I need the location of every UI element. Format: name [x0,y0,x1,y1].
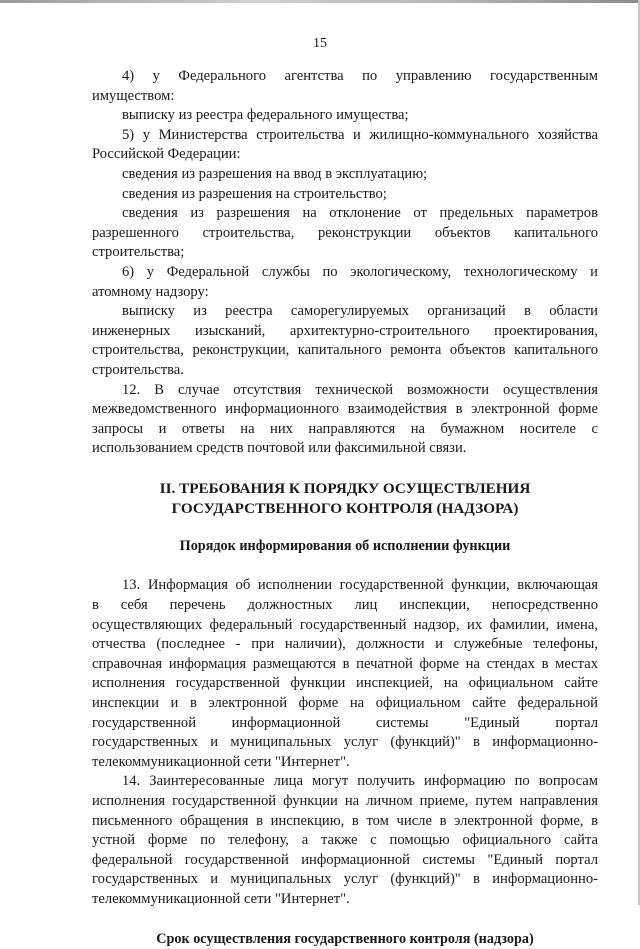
text-line: исполнения государственной функции на личном приеме, путем направления [92,793,598,809]
text-line: строительства. [92,361,184,378]
paragraph-6 [92,263,598,381]
text-line: государственных и муниципальных услуг (функций)" в информационно- [92,871,598,888]
subheading-informing: Порядок информирования об исполнении функции [179,537,511,554]
text-line: устной форме по телефону, а также с помощью официального сайта [92,832,598,849]
text-line: инспекции и в электронной форме на официальном сайте федеральной [92,695,598,712]
text-line: осуществляющих федеральный государственный надзор, их фамилии, имена, [92,616,598,633]
text-line: 12. В случае отсутствия технической возможности осуществления [122,381,598,398]
paragraph-14 [92,772,598,909]
text-line: имуществом: [92,87,175,104]
section-title [92,479,598,519]
text-line: Российской Федерации: [92,146,241,163]
text-line: использованием средств почтовой или факсимильной связи. [92,440,467,457]
paragraph-5 [92,126,598,263]
text-line: государственных и муниципальных услуг (функций)" в информационно- [92,734,598,751]
text-line: разрешенного строительства, реконструкции объектов капитального [92,224,598,241]
paragraph-4 [92,67,598,126]
subheading-term: Срок осуществления государственного контроля (надзора) [156,930,534,947]
text-line: 14. Заинтересованные лица могут получить информацию по вопросам [122,773,598,790]
text-line: запросы и ответы на них направляются на бумажном носителе с [92,420,598,437]
text-line: сведения из разрешения на строительство; [122,185,387,202]
text-line: федеральной государственной информационной системы "Единый портал [92,851,598,868]
section-title-line: II. ТРЕБОВАНИЯ К ПОРЯДКУ ОСУЩЕСТВЛЕНИЯ [159,479,531,497]
text-line: отчества (последнее - при наличии), должности и служебные телефоны, [92,636,598,653]
paragraph-13 [92,576,598,772]
text-line: справочная информация размещаются в печатной форме на стендах в местах [92,655,598,672]
text-line: 4) у Федерального агентства по управлению государственным [122,68,598,84]
text-line: письменного обращения в инспекцию, в том числе в электронной форме, в [92,812,598,829]
page-number: 15 [313,36,327,51]
text-line: телекоммуникационной сети "Интернет". [92,753,350,770]
text-line: строительства, реконструкции, капитального ремонта объектов капитального [92,342,598,359]
scan-top-edge [0,0,640,3]
text-line: строительства; [92,244,185,261]
text-line: в себя перечень должностных лиц инспекции, непосредственно [92,597,598,614]
section-title-line: ГОСУДАРСТВЕННОГО КОНТРОЛЯ (НАДЗОРА) [171,499,519,517]
text-line: 5) у Министерства строительства и жилищно-коммунального хозяйства [122,126,598,143]
text-line: выписку из реестра федерального имущества; [122,107,409,124]
text-line: сведения из разрешения на отклонение от предельных параметров [122,205,598,222]
text-line: государственной информационной системы "Единый портал [92,714,598,731]
text-line: инженерных изысканий, архитектурно-строительного проектирования, [92,322,598,339]
paragraph-12 [92,381,598,459]
document-body [92,67,598,949]
text-line: 6) у Федеральной службы по экологическому, технологическому и [122,263,598,280]
text-line: сведения из разрешения на ввод в эксплуатацию; [122,165,428,182]
text-line: межведомственного информационного взаимодействия в электронной форме [92,401,598,418]
text-line: телекоммуникационной сети "Интернет". [92,890,350,907]
text-line: исполнения государственной функции инспекцией, на официальном сайте [92,675,598,692]
text-line: атомному надзору: [92,283,209,300]
text-line: 13. Информация об исполнении государственной функции, включающая [122,577,598,594]
text-line: выписку из реестра саморегулируемых организаций в области [122,303,598,320]
